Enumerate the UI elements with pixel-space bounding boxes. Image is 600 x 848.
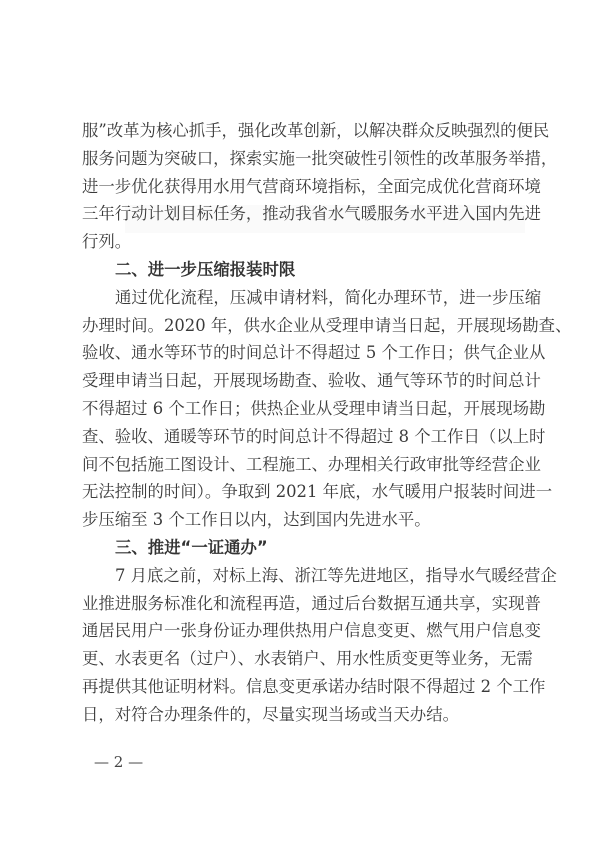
text-line: 通居民用户一张身份证办理供热用户信息变更、燃气用户信息变 [82,621,541,641]
text-line: 通过优化流程，压减申请材料，简化办理环节，进一步压缩 [115,287,542,307]
text-line: 无法控制的时间）。争取到 2021 年底，水气暖用户报装时间进一 [82,482,553,502]
text-line: 验收、通水等环节的时间总计不得超过 5 个工作日；供气企业从 [82,343,546,363]
document-page [82,117,572,729]
text-line: 7 月底之前，对标上海、浙江等先进地区，指导水气暖经营企 [115,565,557,585]
text-line: 更、水表更名（过户）、水表销户、用水性质变更等业务，无需 [82,649,533,669]
page-number: — 2 — [94,753,144,771]
text-line: 步压缩至 3 个工作日以内，达到国内先进水平。 [82,510,431,530]
text-line: 三年行动计划目标任务，推动我省水气暖服务水平进入国内先进 [82,204,541,224]
section-2-paragraph [82,284,572,534]
text-line: 日，对符合办理条件的，尽量实现当场或当天办结。 [82,704,459,724]
text-line: 行列。 [82,232,132,252]
text-line: 再提供其他证明材料。信息变更承诺办结时限不得超过 2 个工作 [82,676,546,696]
text-line: 查、验收、通暖等环节的时间总计不得超过 8 个工作日（以上时 [82,426,546,446]
text-line: 业推进服务标准化和流程再造，通过后台数据互通共享，实现普 [82,593,541,613]
section-3-paragraph [82,562,557,729]
text-line: 服”改革为核心抓手，强化改革创新，以解决群众反映强烈的便民 [82,121,550,140]
intro-paragraph [82,117,558,256]
text-line: 办理时间。2020 年，供水企业从受理申请当日起，开展现场勘查、 [82,315,572,335]
section-heading-2: 二、进一步压缩报装时限 [115,259,296,279]
section-heading-3: 三、推进“一证通办” [115,537,268,557]
text-line: 受理申请当日起，开展现场勘查、验收、通气等环节的时间总计 [82,371,541,391]
text-line: 服务问题为突破口，探索实施一批突破性引领性的改革服务举措， [82,148,558,168]
text-line: 进一步优化获得用水用气营商环境指标，全面完成优化营商环境 [82,176,541,196]
text-line: 不得超过 6 个工作日；供热企业从受理申请当日起，开展现场勘 [82,398,546,418]
text-line: 间不包括施工图设计、工程施工、办理相关行政审批等经营企业 [82,454,541,474]
